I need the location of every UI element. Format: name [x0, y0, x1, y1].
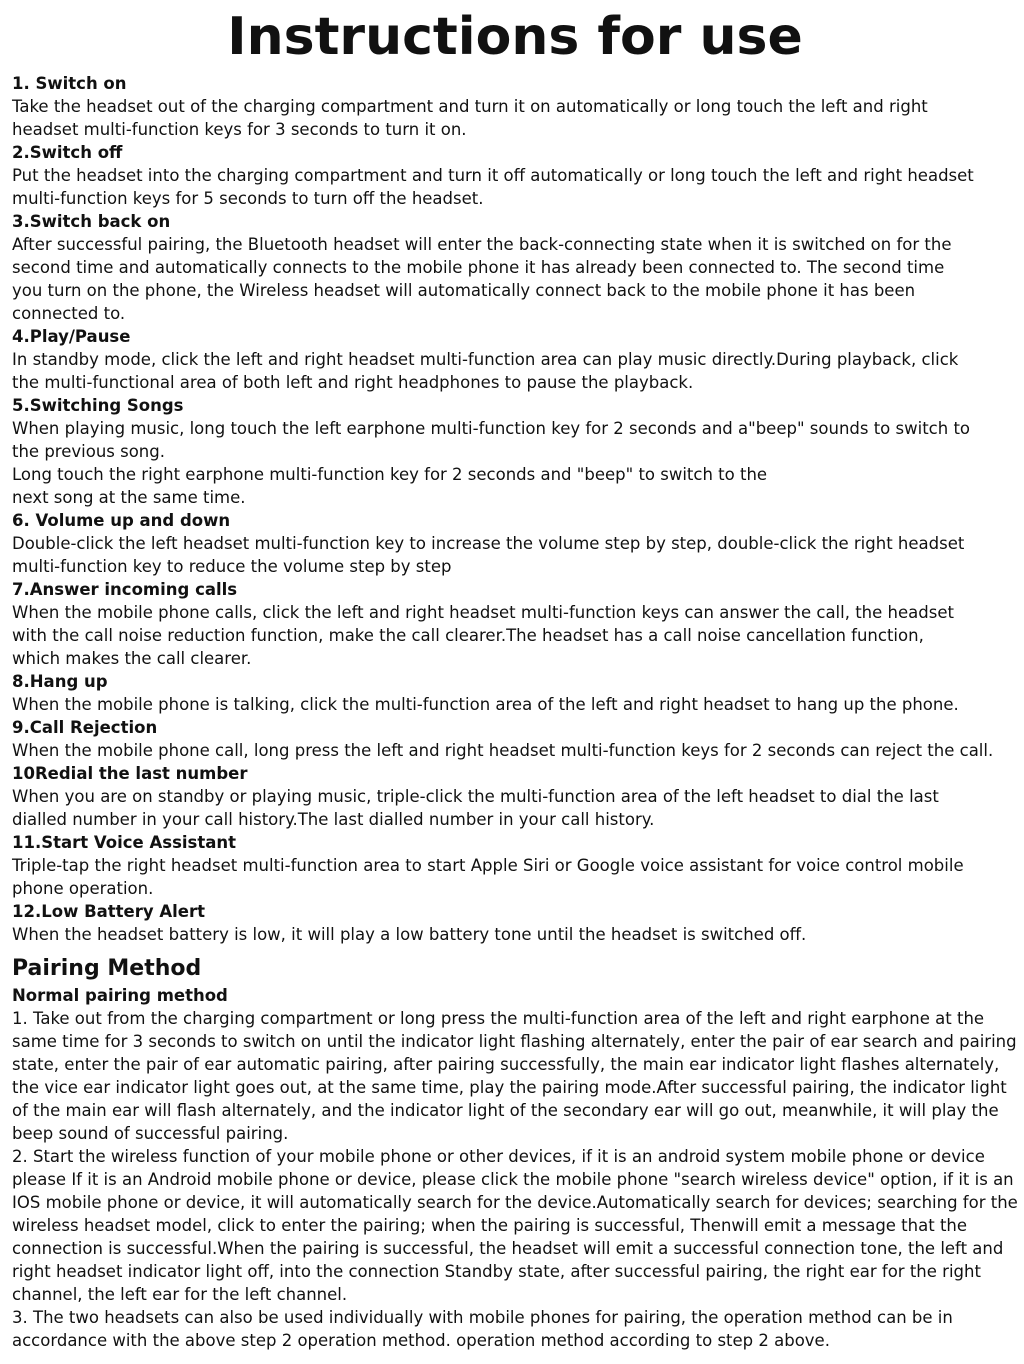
pairing-step: 2. Start the wireless function of your mobile phone or other devices, if it is an android system mobile phone or device please If it is an Android mobile phone or device, please click the mobile phone "search wireless device" option, if it is an IOS mobile phone or device, it will automatically search for the device.Automatically search for devices; searching for the wireless headset model, click to enter the pairing; when the pairing is successful, Thenwill emit a message that the connection is successful.When the pairing is successful, the headset will emit a successful connection tone, the left and right headset indicator light off, into the connection Standby state, after successful pairing, the right ear for the right channel, the left ear for the left channel. — [12, 1147, 1018, 1304]
section-body: When playing music, long touch the left earphone multi-function key for 2 seconds and a"beep" sounds to switch to the previous song. Long touch the right earphone multi-function key for 2 seconds and "beep" to switch to the next song at the same time. — [12, 419, 971, 507]
section-answer-calls — [12, 578, 1018, 670]
section-heading: 4.Play/Pause — [12, 327, 131, 346]
section-redial — [12, 762, 1018, 831]
pairing-section — [12, 954, 1018, 1352]
section-body: When you are on standby or playing music, triple-click the multi-function area of the left headset to dial the last dialled number in your call history.The last dialled number in your call history. — [12, 787, 939, 829]
section-body: After successful pairing, the Bluetooth headset will enter the back-connecting state when it is switched on for the second time and automatically connects to the mobile phone it has already been connected to. The second time you turn on the phone, the Wireless headset will automatically connect back to the mobile phone it has been connected to. — [12, 235, 952, 323]
section-heading: 1. Switch on — [12, 74, 127, 93]
section-heading: 9.Call Rejection — [12, 718, 158, 737]
section-heading: 3.Switch back on — [12, 212, 171, 231]
instruction-sections — [12, 72, 1018, 946]
section-switch-off — [12, 141, 1018, 210]
section-body: When the headset battery is low, it will play a low battery tone until the headset is switched off. — [12, 925, 807, 944]
section-body: When the mobile phone call, long press the left and right headset multi-function keys for 2 seconds can reject the call. — [12, 741, 994, 760]
section-switch-back-on — [12, 210, 1018, 325]
section-heading: 7.Answer incoming calls — [12, 580, 238, 599]
section-hang-up — [12, 670, 1018, 716]
section-heading: 6. Volume up and down — [12, 511, 231, 530]
pairing-subtitle: Normal pairing method — [12, 986, 228, 1005]
section-heading: 11.Start Voice Assistant — [12, 833, 237, 852]
section-play-pause — [12, 325, 1018, 394]
section-body: Triple-tap the right headset multi-function area to start Apple Siri or Google voice assistant for voice control mobile phone operation. — [12, 856, 964, 898]
section-body: When the mobile phone is talking, click the multi-function area of the left and right headset to hang up the phone. — [12, 695, 959, 714]
section-call-rejection — [12, 716, 1018, 762]
section-low-battery — [12, 900, 1018, 946]
section-voice-assistant — [12, 831, 1018, 900]
section-switch-on — [12, 72, 1018, 141]
section-body: Put the headset into the charging compartment and turn it off automatically or long touch the left and right headset multi-function keys for 5 seconds to turn off the headset. — [12, 166, 974, 208]
pairing-title: Pairing Method — [12, 956, 202, 981]
section-heading: 5.Switching Songs — [12, 396, 184, 415]
section-volume — [12, 509, 1018, 578]
section-heading: 2.Switch off — [12, 143, 123, 162]
section-body: In standby mode, click the left and right headset multi-function area can play music directly.During playback, click the multi-functional area of both left and right headphones to pause the playback. — [12, 350, 959, 392]
section-heading: 12.Low Battery Alert — [12, 902, 206, 921]
pairing-step: 3. The two headsets can also be used individually with mobile phones for pairing, the operation method can be in accordance with the above step 2 operation method. operation method according to step 2 above. — [12, 1308, 953, 1350]
section-heading: 10Redial the last number — [12, 764, 248, 783]
section-body: Take the headset out of the charging compartment and turn it on automatically or long touch the left and right headset multi-function keys for 3 seconds to turn it on. — [12, 97, 928, 139]
section-switching-songs — [12, 394, 1018, 509]
section-body: When the mobile phone calls, click the left and right headset multi-function keys can answer the call, the headset with the call noise reduction function, make the call clearer.The headset has a call noise cancellation function, which makes the call clearer. — [12, 603, 954, 668]
instruction-sheet — [12, 0, 1018, 1352]
section-body: Double-click the left headset multi-function key to increase the volume step by step, double-click the right headset multi-function key to reduce the volume step by step — [12, 534, 965, 576]
pairing-step: 1. Take out from the charging compartment or long press the multi-function area of the left and right earphone at the same time for 3 seconds to switch on until the indicator light flashing alternately, enter the pair of ear search and pairing state, enter the pair of ear automatic pairing, after pairing successfully, the main ear indicator light flashes alternately, the vice ear indicator light goes out, at the same time, play the pairing mode.After successful pairing, the indicator light of the main ear will flash alternately, and the indicator light of the secondary ear will go out, meanwhile, it will play the beep sound of successful pairing. — [12, 1009, 1017, 1143]
page-title: Instructions for use — [227, 7, 803, 67]
section-heading: 8.Hang up — [12, 672, 108, 691]
